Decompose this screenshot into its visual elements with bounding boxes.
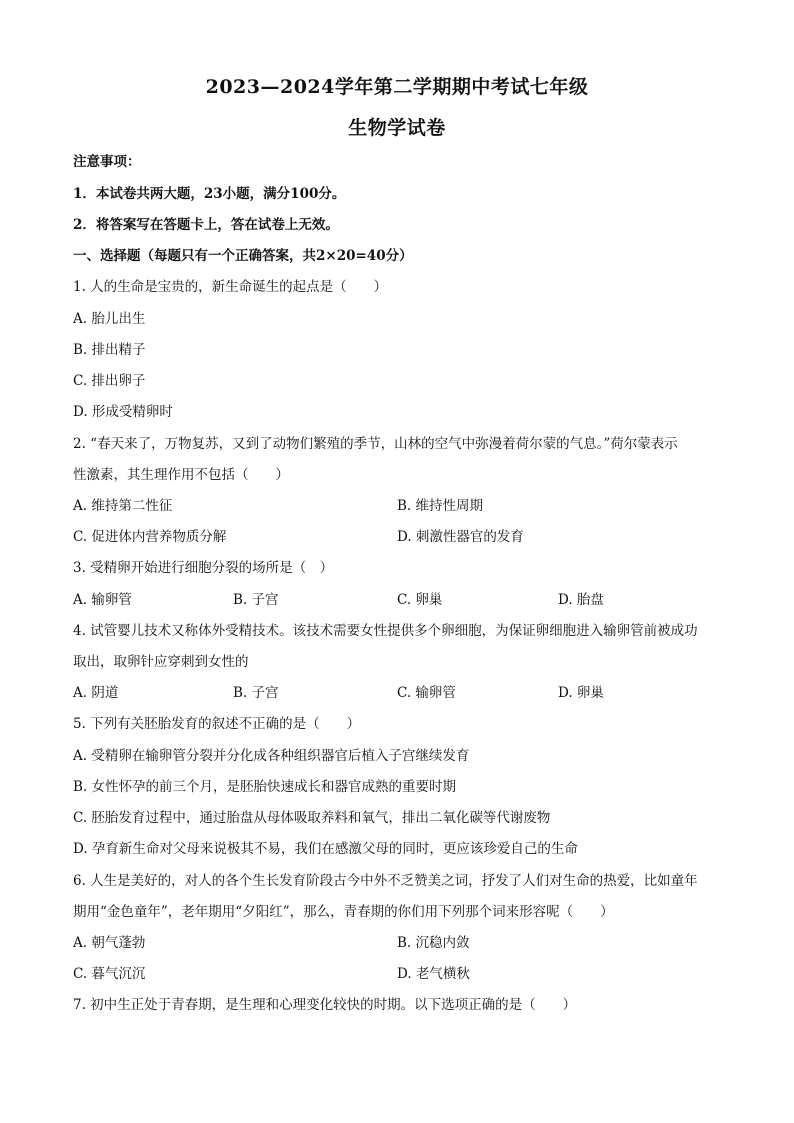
question-3-option-b: B. 子宫 — [233, 592, 279, 608]
question-6-option-a: A. 朝气蓬勃 — [73, 935, 146, 951]
question-6-option-d: D. 老气横秋 — [397, 966, 470, 982]
question-2-text-line-1: 2. “春天来了，万物复苏，又到了动物们繁殖的季节，山林的空气中弥漫着荷尔蒙的气息。”荷尔蒙表示 — [73, 436, 678, 452]
question-5-option-b: B. 女性怀孕的前三个月，是胚胎快速成长和器官成熟的重要时期 — [73, 779, 457, 795]
question-4-text-line-1: 4. 试管婴儿技术又称体外受精技术。该技术需要女性提供多个卵细胞，为保证卵细胞进入输卵管前被成功 — [73, 623, 698, 639]
question-4-option-d: D. 卵巢 — [558, 685, 604, 701]
question-1-text: 1. 人的生命是宝贵的，新生命诞生的起点是（ ） — [73, 279, 388, 295]
question-5-option-d: D. 孕育新生命对父母来说极其不易，我们在感激父母的同时，更应该珍爱自己的生命 — [73, 841, 578, 857]
question-5-option-a: A. 受精卵在输卵管分裂并分化成各种组织器官后植入子宫继续发育 — [73, 748, 470, 764]
notice-item-2: 2．将答案写在答题卡上，答在试卷上无效。 — [73, 217, 339, 233]
question-2-option-a: A. 维持第二性征 — [73, 498, 173, 514]
question-6-text-line-1: 6. 人生是美好的，对人的各个生长发育阶段古今中外不乏赞美之词，抒发了人们对生命的热爱，比如童年 — [73, 873, 698, 889]
question-6-option-c: C. 暮气沉沉 — [73, 966, 146, 982]
question-1-option-b: B. 排出精子 — [73, 342, 146, 358]
question-2-option-c: C. 促进体内营养物质分解 — [73, 529, 227, 545]
question-1-option-d: D. 形成受精卵时 — [73, 404, 173, 420]
question-3-option-a: A. 输卵管 — [73, 592, 132, 608]
question-4-text-line-2: 取出，取卵针应穿刺到女性的 — [73, 654, 249, 670]
section-heading: 一、选择题（每题只有一个正确答案，共2×20=40分） — [73, 248, 413, 264]
question-2-option-b: B. 维持性周期 — [397, 498, 484, 514]
question-3-option-d: D. 胎盘 — [558, 592, 604, 608]
exam-title: 2023—2024学年第二学期期中考试七年级 — [205, 76, 589, 98]
question-6-option-b: B. 沉稳内敛 — [397, 935, 470, 951]
question-2-text-line-2: 性激素，其生理作用不包括（ ） — [73, 467, 289, 483]
notice-heading: 注意事项： — [73, 154, 141, 170]
question-1-option-a: A. 胎儿出生 — [73, 311, 146, 327]
question-5-text: 5. 下列有关胚胎发育的叙述不正确的是（ ） — [73, 716, 361, 732]
question-1-option-c: C. 排出卵子 — [73, 373, 146, 389]
question-2-option-d: D. 刺激性器官的发育 — [397, 529, 524, 545]
question-4-option-b: B. 子宫 — [233, 685, 279, 701]
question-6-text-line-2: 期用“金色童年”，老年期用“夕阳红”，那么，青春期的你们用下列那个词来形容呢（ ） — [73, 904, 614, 920]
question-3-option-c: C. 卵巢 — [397, 592, 443, 608]
question-4-option-a: A. 阴道 — [73, 685, 119, 701]
question-3-text: 3. 受精卵开始进行细胞分裂的场所是（ ） — [73, 560, 334, 576]
question-7-text: 7. 初中生正处于青春期，是生理和心理变化较快的时期。以下选项正确的是（ ） — [73, 997, 577, 1013]
question-4-option-c: C. 输卵管 — [397, 685, 456, 701]
question-5-option-c: C. 胚胎发育过程中，通过胎盘从母体吸取养料和氧气，排出二氧化碳等代谢废物 — [73, 810, 551, 826]
exam-subtitle: 生物学试卷 — [348, 117, 446, 139]
notice-item-1: 1．本试卷共两大题，23小题，满分100分。 — [73, 186, 346, 202]
